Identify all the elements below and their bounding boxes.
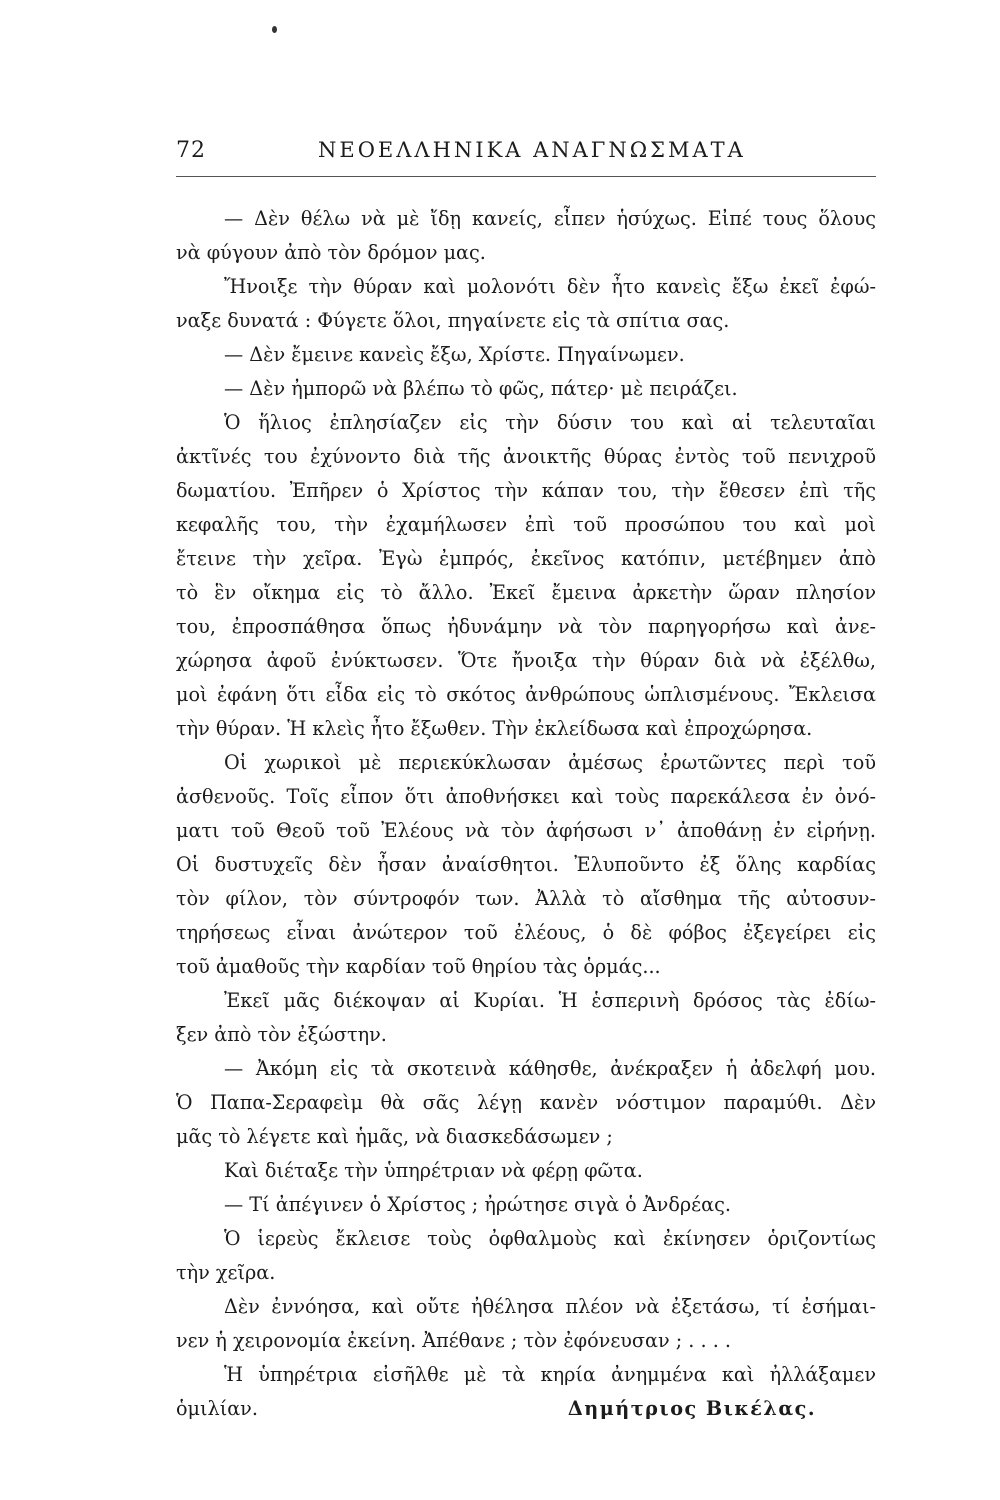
text-line: — Δὲν ἠμπορῶ νὰ βλέπω τὸ φῶς, πάτερ· μὲ πειράζει. [224, 377, 738, 400]
text-line: Καὶ διέταξε τὴν ὑπηρέτριαν νὰ φέρῃ φῶτα. [224, 1159, 643, 1182]
text-line: Ἡ ὑπηρέτρια εἰσῆλθε μὲ τὰ κηρία ἀνημμένα καὶ ἠλλάξαμεν [224, 1363, 876, 1386]
last-word: ὁμιλίαν. [176, 1397, 258, 1420]
closing-line [176, 1392, 876, 1426]
text-line: Ἤνοιξε τὴν θύραν καὶ μολονότι δὲν ἦτο κανεὶς ἔξω ἐκεῖ ἐφώ- [224, 275, 876, 298]
text-line: ἔτεινε τὴν χεῖρα. Ἐγὼ ἐμπρός, ἐκεῖνος κατόπιν, μετέβημεν ἀπὸ [176, 547, 876, 570]
text-line: ναξε δυνατά : Φύγετε ὅλοι, πηγαίνετε εἰς τὰ σπίτια σας. [176, 309, 730, 332]
text-line: τὸν φίλον, τὸν σύντροφόν των. Ἀλλὰ τὸ αἴσθημα τῆς αὐτοσυν- [176, 887, 876, 910]
text-line: νὰ φύγουν ἀπὸ τὸν δρόμον μας. [176, 241, 486, 264]
text-line: τὸ ἓν οἴκημα εἰς τὸ ἄλλο. Ἐκεῖ ἔμεινα ἀρκετὴν ὥραν πλησίον [176, 581, 876, 604]
text-line: τὴν θύραν. Ἡ κλεὶς ἦτο ἔξωθεν. Τὴν ἐκλείδωσα καὶ ἐπροχώρησα. [176, 717, 813, 740]
text-line: νεν ἡ χειρονομία ἐκείνη. Ἀπέθανε ; τὸν ἐφόνευσαν ; . . . . [176, 1329, 732, 1352]
text-line: Ὁ Παπα-Σεραφεὶμ θὰ σᾶς λέγῃ κανὲν νόστιμον παραμύθι. Δὲν [176, 1091, 876, 1114]
author-signature: Δημήτριος Βικέλας. [567, 1397, 816, 1420]
text-line: — Δὲν ἔμεινε κανεὶς ἔξω, Χρίστε. Πηγαίνωμεν. [224, 343, 685, 366]
text-line: τοῦ ἀμαθοῦς τὴν καρδίαν τοῦ θηρίου τὰς ὁρμάς... [176, 955, 661, 978]
text-line: χώρησα ἀφοῦ ἐνύκτωσεν. Ὅτε ἤνοιξα τὴν θύραν διὰ νὰ ἐξέλθω, [176, 649, 876, 672]
page-number: 72 [176, 138, 206, 163]
text-line: — Ἀκόμη εἰς τὰ σκοτεινὰ κάθησθε, ἀνέκραξεν ἡ ἀδελφή μου. [224, 1057, 876, 1080]
text-line: μᾶς τὸ λέγετε καὶ ἡμᾶς, νὰ διασκεδάσωμεν ; [176, 1125, 613, 1148]
text-line: ματι τοῦ Θεοῦ τοῦ Ἐλέους νὰ τὸν ἀφήσωσι ν᾽ ἀποθάνῃ ἐν εἰρήνῃ. [176, 819, 876, 842]
text-line: — Τί ἀπέγινεν ὁ Χρίστος ; ἠρώτησε σιγὰ ὁ Ἀνδρέας. [224, 1193, 731, 1216]
text-line: τὴν χεῖρα. [176, 1261, 276, 1284]
text-line: Ἐκεῖ μᾶς διέκοψαν αἱ Κυρίαι. Ἡ ἑσπερινὴ δρόσος τὰς ἐδίω- [224, 989, 876, 1012]
text-line: Ὁ ἱερεὺς ἔκλεισε τοὺς ὀφθαλμοὺς καὶ ἐκίνησεν ὁριζοντίως [224, 1227, 876, 1250]
text-line: του, ἐπροσπάθησα ὅπως ἠδυνάμην νὰ τὸν παρηγορήσω καὶ ἀνε- [176, 615, 876, 638]
running-head: ΝΕΟΕΛΛΗΝΙΚΑ ΑΝΑΓΝΩΣΜΑΤΑ [318, 138, 746, 162]
text-line: — Δὲν θέλω νὰ μὲ ἴδῃ κανείς, εἶπεν ἡσύχως. Εἰπέ τους ὅλους [224, 207, 876, 230]
text-line: ἀσθενοῦς. Τοῖς εἶπον ὅτι ἀποθνήσκει καὶ τοὺς παρεκάλεσα ἐν ὀνό- [176, 785, 876, 808]
ink-speck [272, 26, 277, 33]
header-rule [176, 176, 876, 177]
page-header [176, 138, 876, 172]
text-line: δωματίου. Ἐπῆρεν ὁ Χρίστος τὴν κάπαν του, τὴν ἔθεσεν ἐπὶ τῆς [176, 479, 876, 502]
text-line: Οἱ δυστυχεῖς δὲν ἦσαν ἀναίσθητοι. Ἐλυποῦντο ἐξ ὅλης καρδίας [176, 853, 876, 876]
text-line: Ὁ ἥλιος ἐπλησίαζεν εἰς τὴν δύσιν του καὶ αἱ τελευταῖαι [224, 411, 876, 434]
text-line: ξεν ἀπὸ τὸν ἐξώστην. [176, 1023, 387, 1046]
body-text [176, 202, 876, 1426]
text-line: Δὲν ἐννόησα, καὶ οὔτε ἠθέλησα πλέον νὰ ἐξετάσω, τί ἐσήμαι- [224, 1295, 876, 1318]
text-line: Οἱ χωρικοὶ μὲ περιεκύκλωσαν ἀμέσως ἐρωτῶντες περὶ τοῦ [224, 751, 876, 774]
text-line: ἀκτῖνές του ἐχύνοντο διὰ τῆς ἀνοικτῆς θύρας ἐντὸς τοῦ πενιχροῦ [176, 445, 876, 468]
text-line: τηρήσεως εἶναι ἀνώτερον τοῦ ἐλέους, ὁ δὲ φόβος ἐξεγείρει εἰς [176, 921, 876, 944]
text-line: κεφαλῆς του, τὴν ἐχαμήλωσεν ἐπὶ τοῦ προσώπου του καὶ μοὶ [176, 513, 876, 536]
text-line: μοὶ ἐφάνη ὅτι εἶδα εἰς τὸ σκότος ἀνθρώπους ὡπλισμένους. Ἔκλεισα [176, 683, 876, 706]
